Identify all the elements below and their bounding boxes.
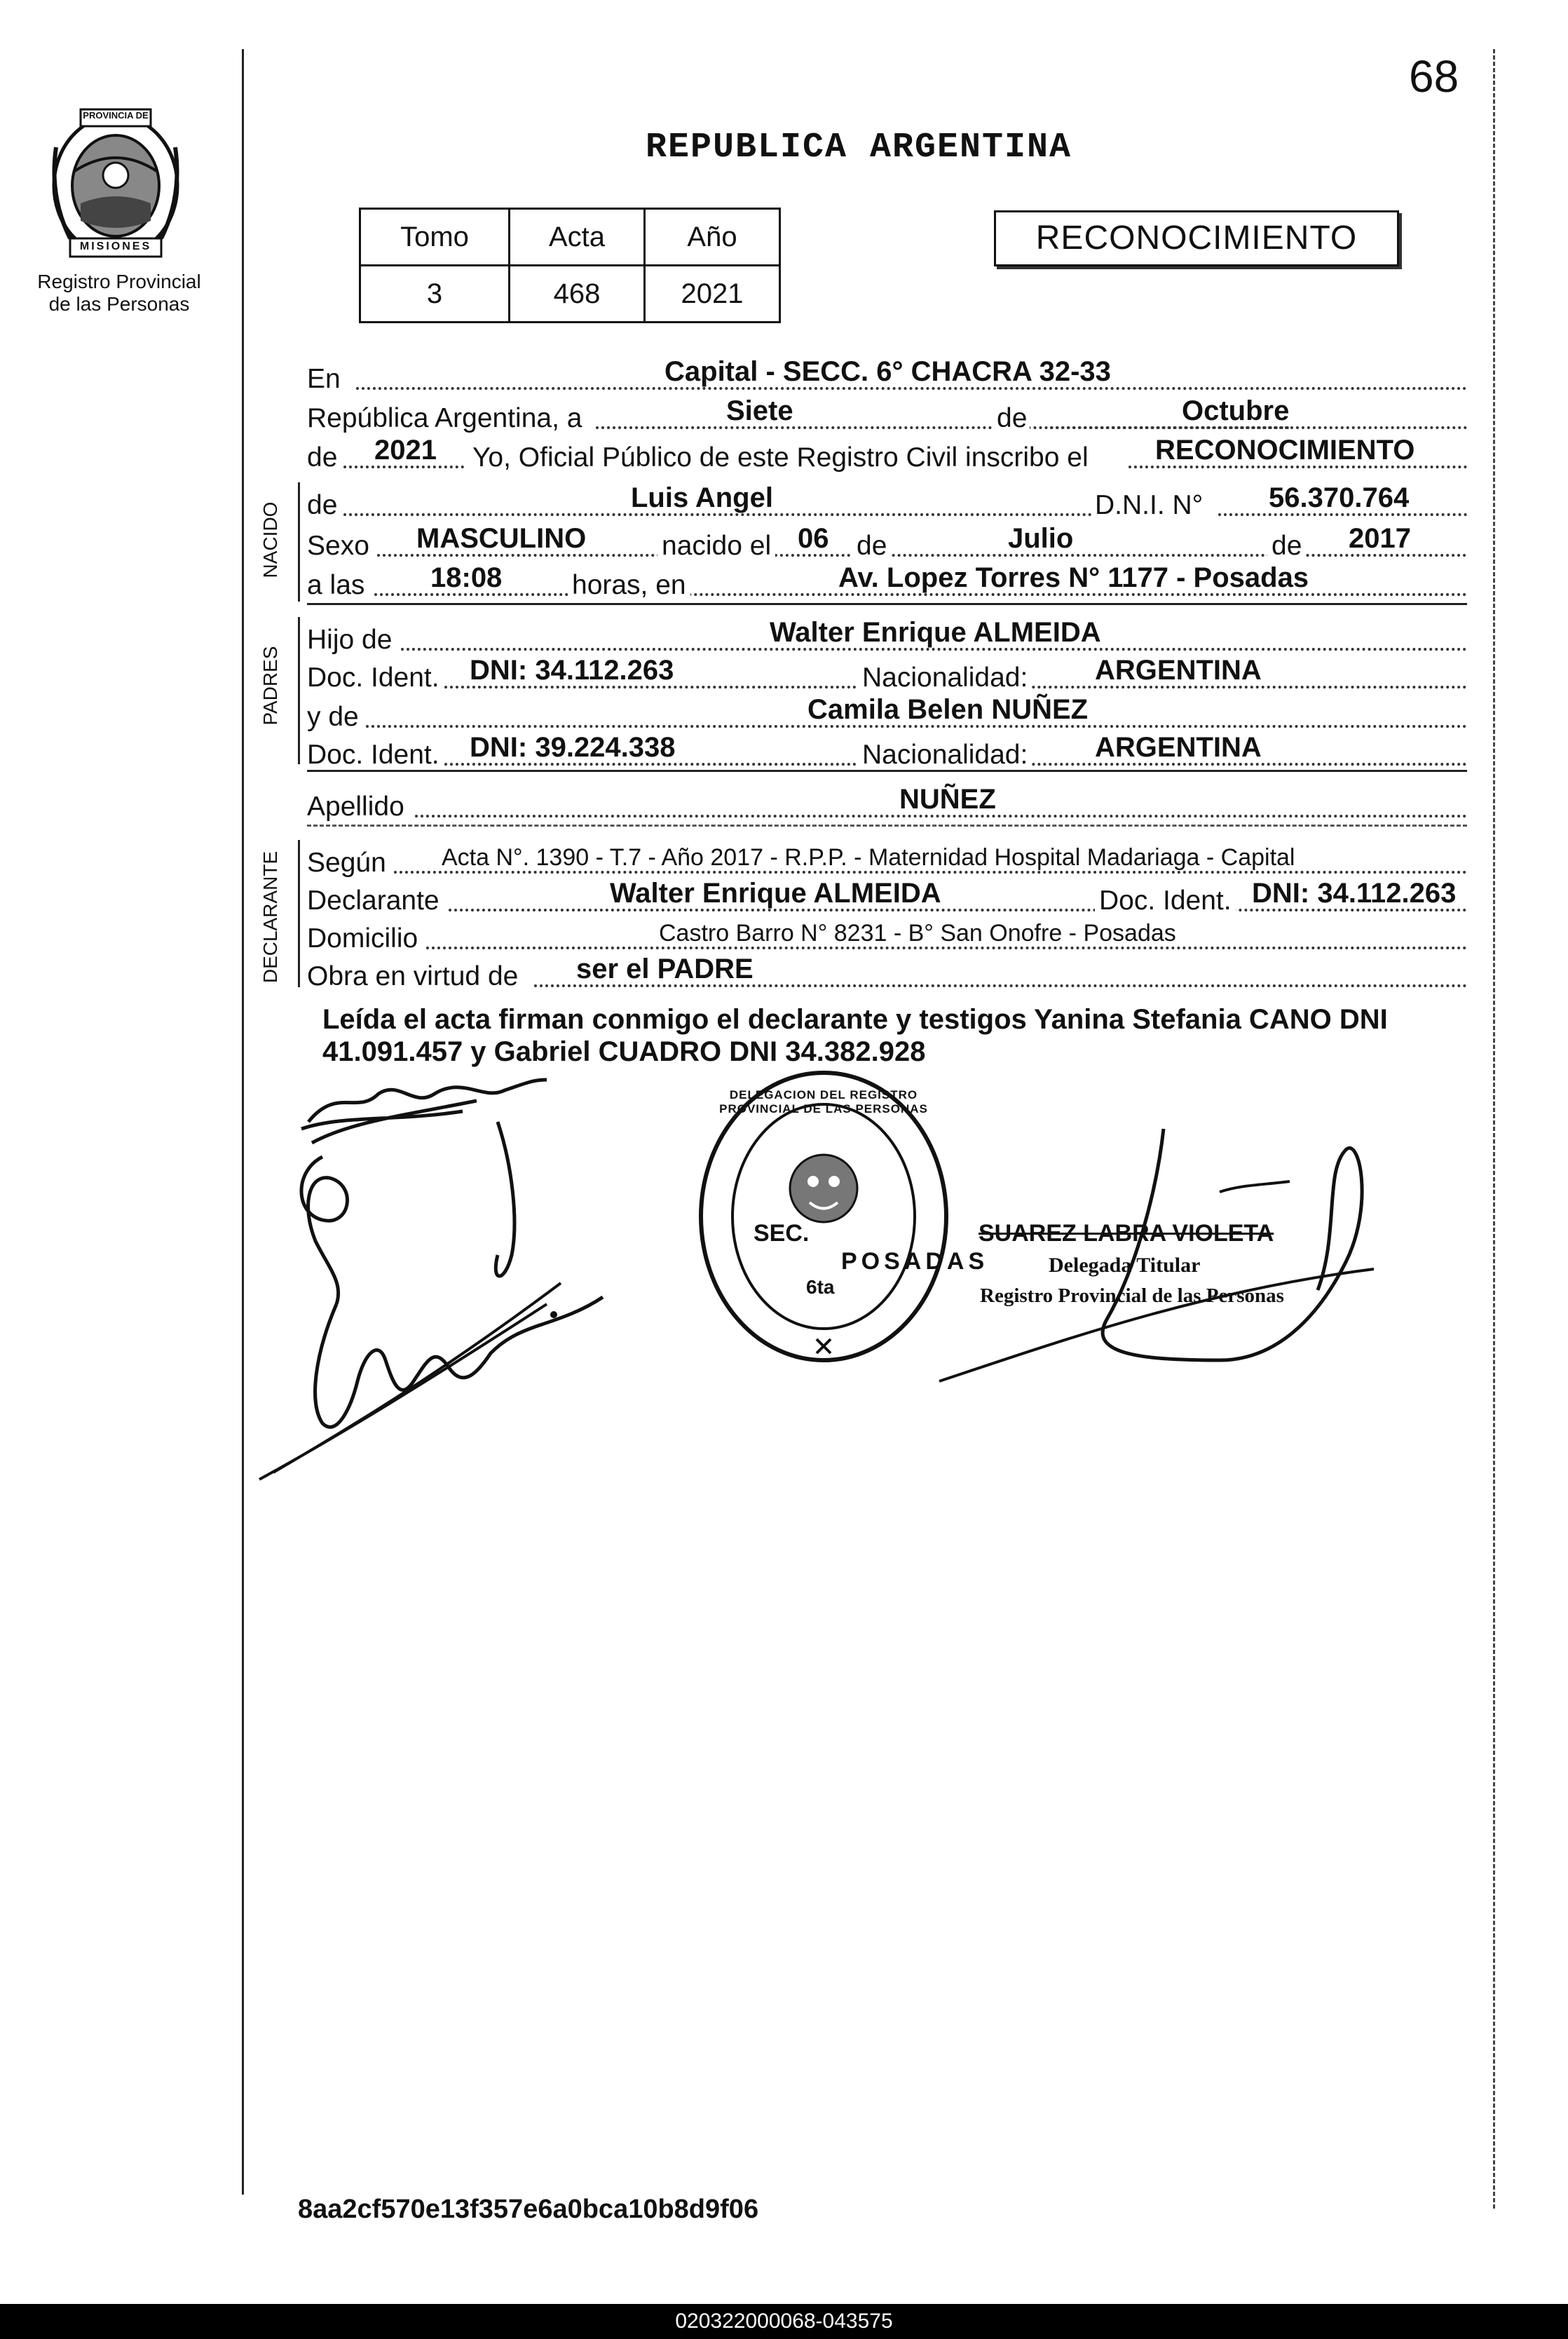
registry-office-line1: Registro Provincial xyxy=(37,271,201,292)
value-anio: 2021 xyxy=(374,435,437,466)
value-padre: Walter Enrique ALMEIDA xyxy=(770,617,1101,648)
label-en: En xyxy=(307,364,341,394)
row-obra xyxy=(307,954,1467,990)
label-obra: Obra en virtud de xyxy=(307,961,519,991)
value-sexo: MASCULINO xyxy=(416,523,587,554)
value-tipo-inscripcion: RECONOCIMIENTO xyxy=(1155,435,1415,466)
registry-office-line2: de las Personas xyxy=(48,293,190,315)
official-office: Registro Provincial de las Personas xyxy=(980,1284,1284,1307)
label-republica: República Argentina, a xyxy=(307,403,582,433)
left-margin-line xyxy=(242,49,244,2195)
row-sexo xyxy=(307,523,1467,560)
footer-code: 020322000068-043575 xyxy=(675,2310,893,2333)
section-bracket-declarante xyxy=(298,840,300,987)
value-declarante: Walter Enrique ALMEIDA xyxy=(610,878,941,909)
dotted-line xyxy=(1218,513,1467,516)
dotted-line xyxy=(394,871,1467,874)
label-y-de: y de xyxy=(307,702,359,732)
dotted-line xyxy=(401,648,1467,651)
seal-bottom-text: MISIONES xyxy=(79,240,152,252)
table-value-tomo: 3 xyxy=(360,266,510,323)
value-lugar-nacimiento: Av. Lopez Torres N° 1177 - Posadas xyxy=(838,562,1309,593)
seal-top-text: PROVINCIA DE xyxy=(83,110,149,121)
row-nombre xyxy=(307,482,1467,519)
stamp-city: POSADAS xyxy=(841,1248,989,1275)
value-nac-anio: 2017 xyxy=(1349,523,1411,554)
value-madre-doc: DNI: 39.224.338 xyxy=(470,732,676,763)
section-bracket-padres xyxy=(298,617,300,764)
dotted-line xyxy=(415,815,1467,818)
value-domicilio: Castro Barro N° 8231 - B° San Onofre - Posadas xyxy=(659,920,1176,947)
dotted-line xyxy=(449,909,1467,911)
row-inscribo xyxy=(307,435,1467,471)
value-nac-mes: Julio xyxy=(1008,523,1074,554)
act-type-box: RECONOCIMIENTO xyxy=(994,210,1399,266)
document-title: REPUBLICA ARGENTINA xyxy=(645,128,1072,168)
dotted-line xyxy=(356,387,1467,390)
stamp-ring-text: DELEGACION DEL REGISTRO PROVINCIAL DE LAS PERSONAS xyxy=(719,1088,928,1116)
value-segun: Acta N°. 1390 - T.7 - Año 2017 - R.P.P. - Maternidad Hospital Madariaga - Capital xyxy=(442,844,1295,871)
dotted-line xyxy=(1129,466,1467,468)
dotted-line xyxy=(366,725,1467,728)
document-hash: 8aa2cf570e13f357e6a0bca10b8d9f06 xyxy=(298,2195,759,2224)
value-decl-doc: DNI: 34.112.263 xyxy=(1252,878,1457,909)
row-declarante xyxy=(307,878,1467,914)
value-obra: ser el PADRE xyxy=(576,954,754,984)
row-apellido xyxy=(307,784,1467,820)
label-yo-oficial: Yo, Oficial Público de este Registro Civil inscribo el xyxy=(472,442,1089,473)
value-nac-dia: 06 xyxy=(798,523,829,554)
label-a-las: a las xyxy=(307,570,365,600)
label-doc-ident: Doc. Ident. xyxy=(307,740,439,770)
section-divider-dashed xyxy=(307,825,1467,827)
dotted-line xyxy=(343,513,1114,516)
value-hora: 18:08 xyxy=(430,562,503,593)
label-apellido: Apellido xyxy=(307,792,404,822)
dotted-line xyxy=(1050,426,1467,429)
label-doc-ident: Doc. Ident. xyxy=(307,663,439,693)
value-padre-nacionalidad: ARGENTINA xyxy=(1095,655,1262,686)
row-domicilio xyxy=(307,916,1467,952)
value-mes: Octubre xyxy=(1182,395,1290,426)
label-nacionalidad: Nacionalidad: xyxy=(858,664,1032,691)
closing-text-line2: 41.091.457 y Gabriel CUADRO DNI 34.382.928 xyxy=(322,1036,926,1067)
row-madre-doc xyxy=(307,732,1467,768)
label-de: de xyxy=(307,442,338,473)
label-de: de xyxy=(994,405,1030,432)
label-de: de xyxy=(307,490,338,520)
closing-text-line1: Leída el acta firman conmigo el declarante y testigos Yanina Stefania CANO DNI xyxy=(322,1004,1388,1035)
label-de: de xyxy=(1267,532,1306,560)
official-name: SUAREZ LABRA VIOLETA xyxy=(979,1220,1274,1247)
table-header-tomo: Tomo xyxy=(360,209,510,266)
label-nacionalidad: Nacionalidad: xyxy=(858,741,1032,768)
table-value-acta: 468 xyxy=(510,266,645,323)
value-dia: Siete xyxy=(726,395,793,426)
value-dni: 56.370.764 xyxy=(1269,482,1410,513)
table-header-anio: Año xyxy=(645,209,780,266)
dotted-line xyxy=(343,466,464,468)
value-apellido: NUÑEZ xyxy=(899,784,996,815)
label-dni: D.N.I. N° xyxy=(1092,491,1206,519)
section-label-declarante: DECLARANTE xyxy=(259,850,281,984)
label-declarante: Declarante xyxy=(307,886,439,916)
section-label-nacido: NACIDO xyxy=(259,501,281,578)
section-label-padres: PADRES xyxy=(259,646,281,726)
label-horas-en: horas, en xyxy=(568,571,690,599)
value-padre-doc: DNI: 34.112.263 xyxy=(470,655,674,686)
label-segun: Según xyxy=(307,848,386,878)
label-hijo-de: Hijo de xyxy=(307,625,393,655)
dotted-line xyxy=(374,593,1467,596)
row-hora xyxy=(307,562,1467,599)
label-nacido-el: nacido el xyxy=(657,532,775,560)
row-padre xyxy=(307,617,1467,653)
row-fecha xyxy=(307,395,1467,432)
value-madre-nacionalidad: ARGENTINA xyxy=(1095,732,1262,763)
section-divider xyxy=(307,770,1467,772)
table-value-anio: 2021 xyxy=(645,266,780,323)
table-header-acta: Acta xyxy=(510,209,645,266)
label-decl-doc-ident: Doc. Ident. xyxy=(1095,887,1236,914)
label-de: de xyxy=(852,532,891,560)
value-madre: Camila Belen NUÑEZ xyxy=(807,694,1089,725)
row-segun xyxy=(307,840,1467,876)
value-lugar-inscripcion: Capital - SECC. 6° CHACRA 32-33 xyxy=(664,356,1111,387)
dotted-line xyxy=(534,984,1467,987)
dotted-line xyxy=(426,947,1467,949)
right-margin-line xyxy=(1493,49,1495,2209)
row-en xyxy=(307,356,1467,393)
registry-table xyxy=(359,208,781,323)
label-domicilio: Domicilio xyxy=(307,923,418,954)
page-number: 68 xyxy=(1409,51,1459,102)
row-padre-doc xyxy=(307,655,1467,691)
section-divider xyxy=(307,603,1467,605)
section-bracket-nacido xyxy=(298,482,300,602)
row-madre xyxy=(307,694,1467,731)
stamp-sec: SEC. xyxy=(754,1220,810,1247)
signatures-left xyxy=(252,1073,645,1493)
value-nombre: Luis Angel xyxy=(631,482,773,513)
official-title: Delegada Titular xyxy=(1049,1254,1201,1277)
label-sexo: Sexo xyxy=(307,531,369,561)
stamp-number: 6ta xyxy=(806,1276,835,1298)
